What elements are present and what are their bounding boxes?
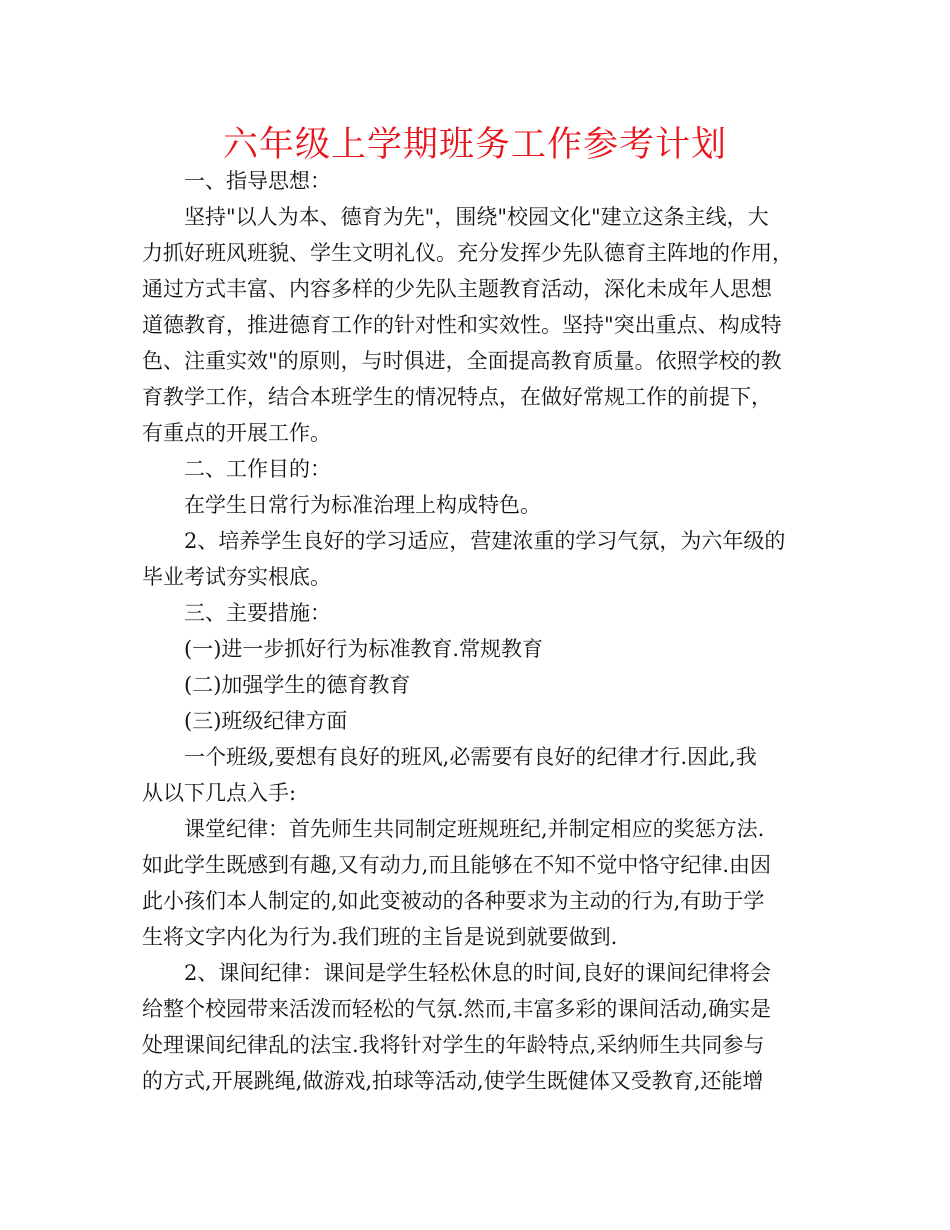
text-line: 2、课间纪律：课间是学生轻松休息的时间,良好的课间纪律将会 (184, 961, 772, 985)
text-line: (二)加强学生的德育教育 (184, 673, 411, 697)
text-line: 从以下几点入手: (142, 781, 297, 805)
text-line: 有重点的开展工作。 (142, 421, 331, 445)
text-line: (三)班级纪律方面 (184, 709, 348, 733)
text-line: 通过方式丰富、内容多样的少先队主题教育活动，深化未成年人思想 (142, 277, 772, 301)
text-line: 道德教育，推进德育工作的针对性和实效性。坚持"突出重点、构成特 (142, 313, 782, 337)
text-line: 课堂纪律：首先师生共同制定班规班纪,并制定相应的奖惩方法. (184, 817, 765, 841)
text-line: (一)进一步抓好行为标准教育.常规教育 (184, 637, 544, 661)
text-line: 生将文字内化为行为.我们班的主旨是说到就要做到. (142, 925, 618, 949)
text-line: 如此学生既感到有趣,又有动力,而且能够在不知不觉中恪守纪律.由因 (142, 853, 772, 877)
text-line: 二、工作目的： (184, 457, 331, 481)
text-line: 坚持"以人为本、德育为先"，围绕"校园文化"建立这条主线，大 (184, 205, 769, 229)
text-line: 育教学工作，结合本班学生的情况特点，在做好常规工作的前提下， (142, 385, 772, 409)
text-line: 2、培养学生良好的学习适应，营建浓重的学习气氛，为六年级的 (184, 529, 786, 553)
text-line: 给整个校园带来活泼而轻松的气氛.然而,丰富多彩的课间活动,确实是 (142, 997, 772, 1021)
text-line: 的方式,开展跳绳,做游戏,拍球等活动,使学生既健体又受教育,还能增 (142, 1069, 764, 1093)
document-body (142, 163, 818, 1099)
text-line: 处理课间纪律乱的法宝.我将针对学生的年龄特点,采纳师生共同参与 (142, 1033, 765, 1057)
text-line: 一、指导思想： (184, 169, 331, 193)
text-line: 此小孩们本人制定的,如此变被动的各种要求为主动的行为,有助于学 (142, 889, 765, 913)
text-line: 色、注重实效"的原则，与时俱进，全面提高教育质量。依照学校的教 (142, 349, 782, 373)
text-line: 一个班级,要想有良好的班风,必需要有良好的纪律才行.因此,我 (184, 745, 757, 769)
text-line: 在学生日常行为标准治理上构成特色。 (184, 493, 541, 517)
text-line: 力抓好班风班貌、学生文明礼仪。充分发挥少先队德育主阵地的作用， (142, 241, 793, 265)
text-line: 三、主要措施： (184, 601, 331, 625)
text-line: 毕业考试夯实根底。 (142, 565, 331, 589)
document-title: 六年级上学期班务工作参考计划 (222, 125, 727, 165)
